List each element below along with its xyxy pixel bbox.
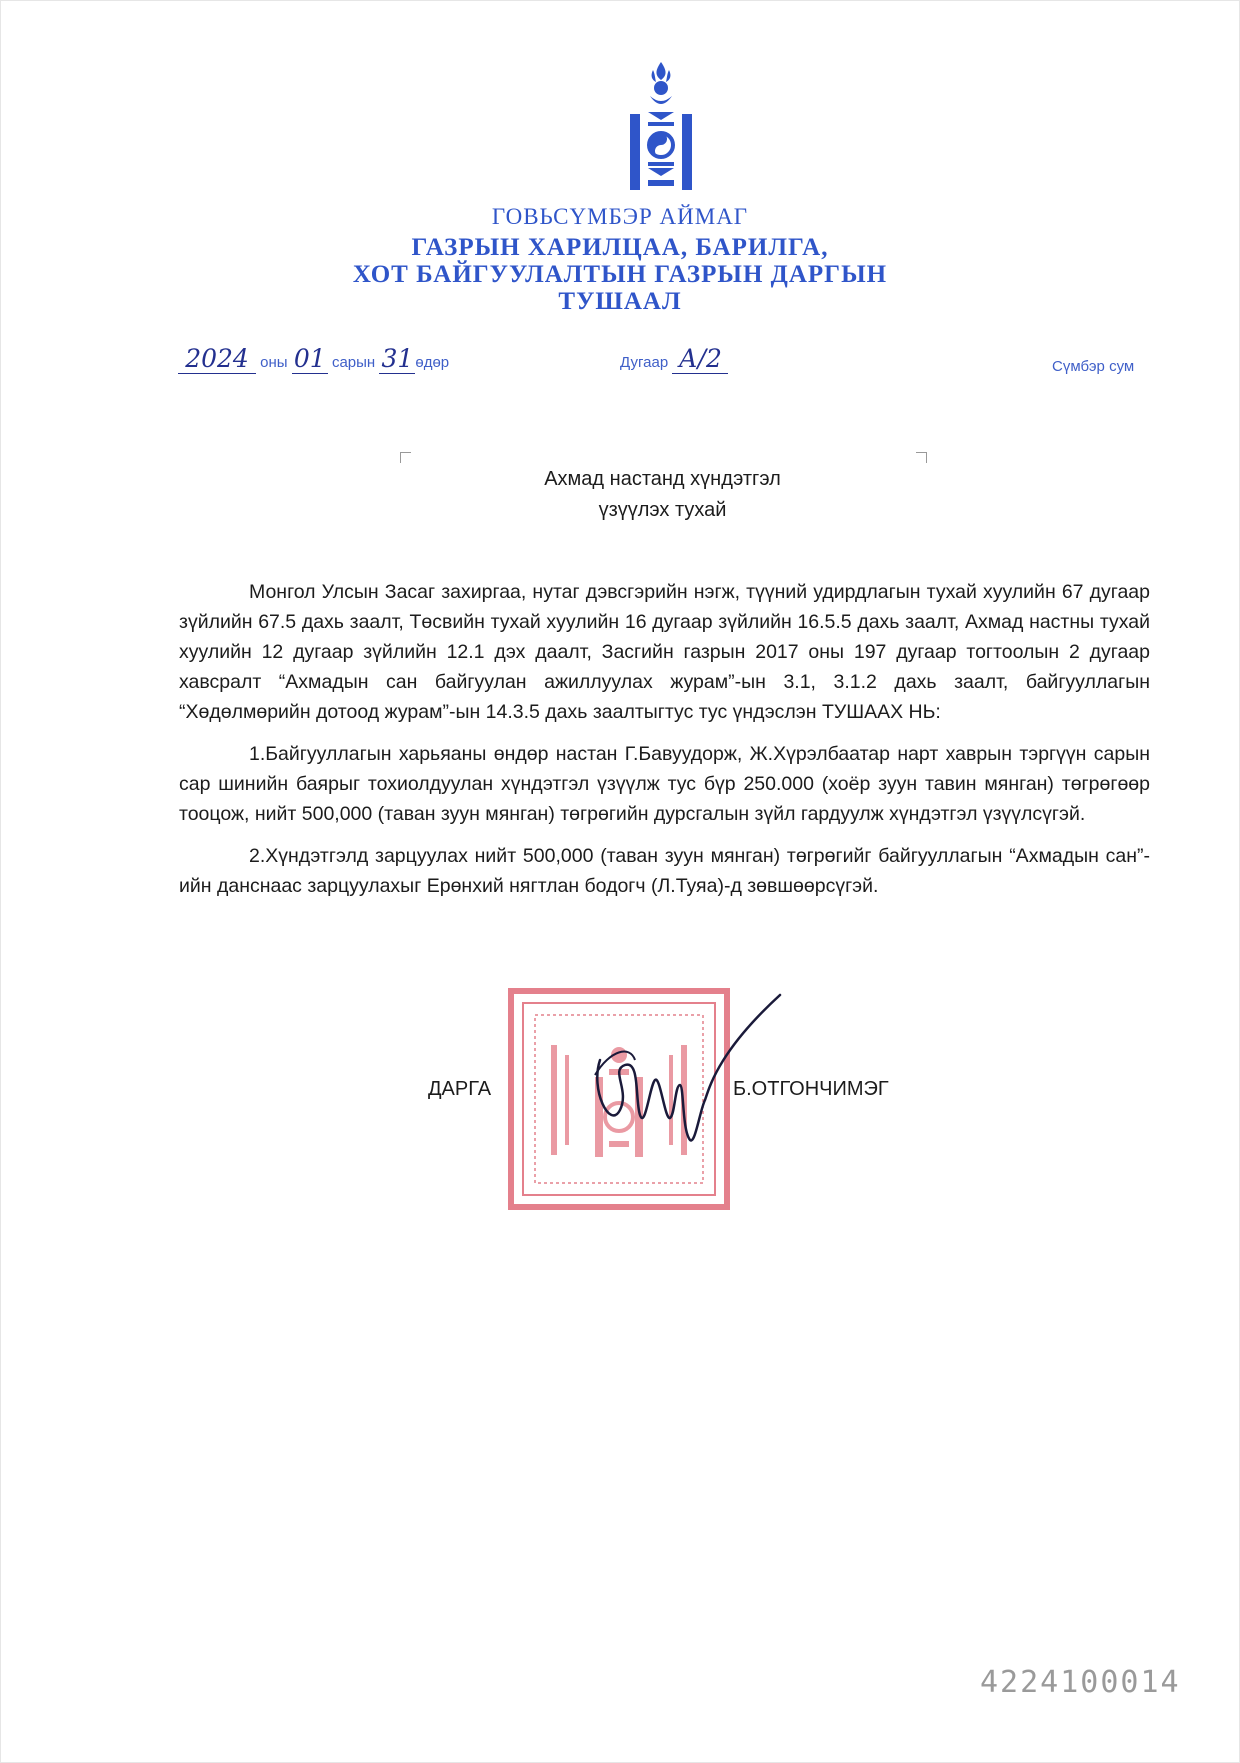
day-suffix: өдөр — [415, 354, 450, 371]
clause-1: 1.Байгууллагын харьяаны өндөр настан Г.Бавуудорж, Ж.Хүрэлбаатар нарт хаврын тэргүүн сарын сар шинийн баярыг тохиолдуулан хүндэтгэл үзүүлж тус бүр 250.000 (хоёр зуун тавин мянган) төгрөгөөр тооцож, нийт 500,000 (таван зуун мянган) төгрөгийн дурсгалын зүйл гардуулж хүндэтгэл үзүүлсүгэй. — [179, 743, 1150, 825]
org-line-2: ХОТ БАЙГУУЛАЛТЫН ГАЗРЫН ДАРГЫН — [352, 261, 888, 288]
date-group — [178, 344, 449, 374]
number-label: Дугаар — [620, 354, 669, 371]
clause-2: 2.Хүндэтгэлд зарцуулах нийт 500,000 (таван зуун мянган) төгрөгийг байгууллагын “Ахмадын сан”-ийн данснаас зарцуулахыг Ерөнхий нягтлан бодогч (Л.Туяа)-д зөвшөөрсүгэй. — [179, 845, 1150, 897]
organization-title — [0, 234, 1240, 315]
date-month: 01 — [292, 344, 328, 374]
year-suffix: оны — [260, 354, 288, 371]
document-serial-number: 4224100014 — [980, 1665, 1181, 1700]
order-number-group — [620, 344, 728, 374]
subject-heading — [0, 464, 1240, 526]
signatory-title: ДАРГА — [428, 1078, 492, 1100]
org-line-1: ГАЗРЫН ХАРИЛЦАА, БАРИЛГА, — [411, 234, 829, 261]
subject-line-1: Ахмад настанд хүндэтгэл — [544, 468, 781, 490]
month-suffix: сарын — [331, 354, 376, 371]
signatory-name: Б.ОТГОНЧИМЭГ — [733, 1078, 889, 1100]
date-year: 2024 — [178, 344, 256, 374]
subject-bracket-left — [400, 452, 411, 463]
order-body — [179, 577, 1150, 913]
document-type: ТУШААЛ — [558, 288, 682, 315]
date-line — [0, 344, 1240, 384]
place-name: Сүмбэр сум — [1052, 358, 1135, 375]
subject-line-2: үзүүлэх тухай — [598, 499, 727, 521]
date-day: 31 — [379, 344, 415, 374]
aimag-name: ГОВЬСҮМБЭР АЙМАГ — [491, 204, 749, 229]
soyombo-emblem-icon — [626, 62, 696, 190]
preamble-paragraph: Монгол Улсын Засаг захиргаа, нутаг дэвсгэрийн нэгж, түүний удирдлагын тухай хуулийн 67 дугаар зүйлийн 67.5 дахь заалт, Төсвийн тухай хуулийн 16 дугаар зүйлийн 16.5.5 дахь заалт, Ахмад настны тухай хуулийн 12 дугаар зүйлийн 12.1 дэх даалт, Засгийн газрын 2017 оны 197 дугаар тогтоолын 2 дугаар хавсралт “Ахмадын сан байгуулан ажиллуулах журам”-ын 3.1, 3.1.2 дахь заалт, байгууллагын “Хөдөлмөрийн дотоод журам”-ын 14.3.5 дахь заалтыгтус тус үндэслэн ТУШААХ НЬ: — [179, 581, 1150, 723]
order-number: А/2 — [672, 344, 728, 374]
subject-bracket-right — [916, 452, 927, 463]
